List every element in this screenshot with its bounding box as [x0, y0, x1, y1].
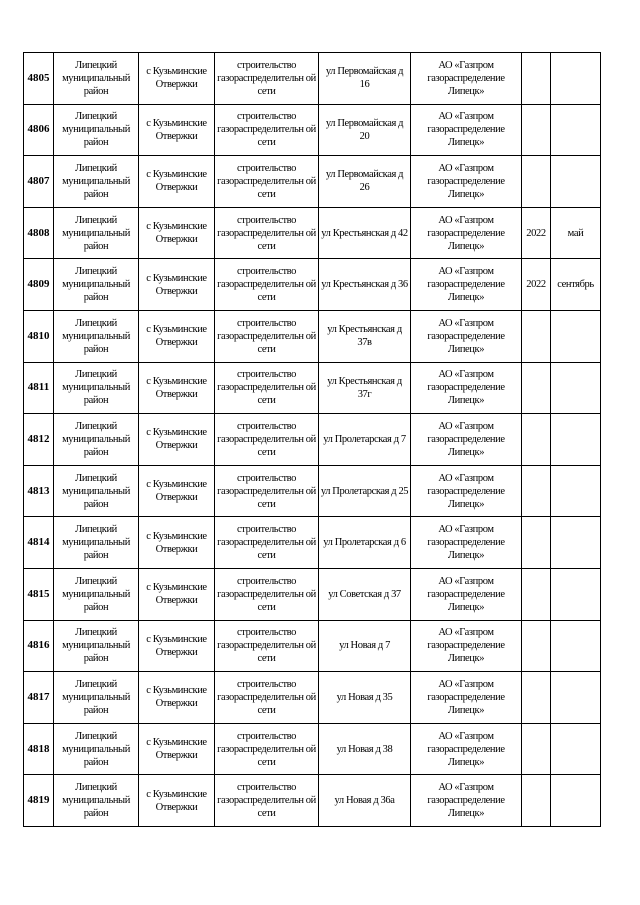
district-cell: Липецкий муниципальный район	[54, 775, 139, 827]
year-cell	[522, 775, 551, 827]
row-number-cell: 4814	[24, 517, 54, 569]
month-cell	[551, 672, 601, 724]
row-number-cell: 4807	[24, 156, 54, 208]
address-cell: ул Пролетарская д 7	[319, 414, 411, 466]
table-row	[24, 207, 601, 259]
row-number-cell: 4810	[24, 310, 54, 362]
table-row	[24, 156, 601, 208]
table-row	[24, 53, 601, 105]
work-type-cell: строительство газораспределительн ой сети	[215, 207, 319, 259]
month-cell	[551, 568, 601, 620]
organization-cell: АО «Газпром газораспределение Липецк»	[411, 104, 522, 156]
address-cell: ул Крестьянская д 37г	[319, 362, 411, 414]
table-row	[24, 259, 601, 311]
year-cell	[522, 568, 551, 620]
year-cell	[522, 156, 551, 208]
address-cell: ул Новая д 7	[319, 620, 411, 672]
year-cell	[522, 362, 551, 414]
locality-cell: с Кузьминские Отвержки	[139, 53, 215, 105]
table-row	[24, 620, 601, 672]
district-cell: Липецкий муниципальный район	[54, 362, 139, 414]
table-row	[24, 362, 601, 414]
locality-cell: с Кузьминские Отвержки	[139, 414, 215, 466]
year-cell	[522, 414, 551, 466]
row-number-cell: 4815	[24, 568, 54, 620]
table-row	[24, 465, 601, 517]
work-type-cell: строительство газораспределительн ой сети	[215, 362, 319, 414]
address-cell: ул Первомайская д 26	[319, 156, 411, 208]
month-cell	[551, 414, 601, 466]
locality-cell: с Кузьминские Отвержки	[139, 465, 215, 517]
row-number-cell: 4806	[24, 104, 54, 156]
address-cell: ул Крестьянская д 36	[319, 259, 411, 311]
year-cell	[522, 723, 551, 775]
district-cell: Липецкий муниципальный район	[54, 568, 139, 620]
table-row	[24, 104, 601, 156]
month-cell	[551, 156, 601, 208]
organization-cell: АО «Газпром газораспределение Липецк»	[411, 53, 522, 105]
year-cell	[522, 620, 551, 672]
month-cell: сентябрь	[551, 259, 601, 311]
gas-network-table	[23, 52, 601, 827]
table-body	[24, 53, 601, 827]
work-type-cell: строительство газораспределительн ой сети	[215, 104, 319, 156]
work-type-cell: строительство газораспределительн ой сети	[215, 259, 319, 311]
table-row	[24, 414, 601, 466]
table-row	[24, 517, 601, 569]
work-type-cell: строительство газораспределительн ой сети	[215, 723, 319, 775]
year-cell	[522, 310, 551, 362]
year-cell	[522, 672, 551, 724]
locality-cell: с Кузьминские Отвержки	[139, 156, 215, 208]
locality-cell: с Кузьминские Отвержки	[139, 259, 215, 311]
month-cell	[551, 362, 601, 414]
address-cell: ул Первомайская д 16	[319, 53, 411, 105]
month-cell	[551, 53, 601, 105]
month-cell: май	[551, 207, 601, 259]
table-row	[24, 775, 601, 827]
address-cell: ул Пролетарская д 6	[319, 517, 411, 569]
district-cell: Липецкий муниципальный район	[54, 207, 139, 259]
row-number-cell: 4817	[24, 672, 54, 724]
address-cell: ул Новая д 38	[319, 723, 411, 775]
work-type-cell: строительство газораспределительн ой сети	[215, 775, 319, 827]
locality-cell: с Кузьминские Отвержки	[139, 104, 215, 156]
organization-cell: АО «Газпром газораспределение Липецк»	[411, 775, 522, 827]
work-type-cell: строительство газораспределительн ой сети	[215, 414, 319, 466]
district-cell: Липецкий муниципальный район	[54, 53, 139, 105]
district-cell: Липецкий муниципальный район	[54, 414, 139, 466]
district-cell: Липецкий муниципальный район	[54, 620, 139, 672]
year-cell	[522, 517, 551, 569]
organization-cell: АО «Газпром газораспределение Липецк»	[411, 414, 522, 466]
year-cell: 2022	[522, 207, 551, 259]
work-type-cell: строительство газораспределительн ой сети	[215, 156, 319, 208]
organization-cell: АО «Газпром газораспределение Липецк»	[411, 465, 522, 517]
address-cell: ул Крестьянская д 42	[319, 207, 411, 259]
organization-cell: АО «Газпром газораспределение Липецк»	[411, 207, 522, 259]
district-cell: Липецкий муниципальный район	[54, 723, 139, 775]
district-cell: Липецкий муниципальный район	[54, 259, 139, 311]
row-number-cell: 4812	[24, 414, 54, 466]
address-cell: ул Пролетарская д 25	[319, 465, 411, 517]
year-cell	[522, 104, 551, 156]
organization-cell: АО «Газпром газораспределение Липецк»	[411, 362, 522, 414]
row-number-cell: 4818	[24, 723, 54, 775]
year-cell	[522, 465, 551, 517]
address-cell: ул Первомайская д 20	[319, 104, 411, 156]
organization-cell: АО «Газпром газораспределение Липецк»	[411, 568, 522, 620]
month-cell	[551, 310, 601, 362]
work-type-cell: строительство газораспределительн ой сети	[215, 310, 319, 362]
work-type-cell: строительство газораспределительн ой сети	[215, 672, 319, 724]
month-cell	[551, 517, 601, 569]
month-cell	[551, 465, 601, 517]
locality-cell: с Кузьминские Отвержки	[139, 310, 215, 362]
organization-cell: АО «Газпром газораспределение Липецк»	[411, 672, 522, 724]
year-cell	[522, 53, 551, 105]
district-cell: Липецкий муниципальный район	[54, 465, 139, 517]
locality-cell: с Кузьминские Отвержки	[139, 517, 215, 569]
work-type-cell: строительство газораспределительн ой сети	[215, 568, 319, 620]
work-type-cell: строительство газораспределительн ой сети	[215, 465, 319, 517]
address-cell: ул Новая д 36а	[319, 775, 411, 827]
year-cell: 2022	[522, 259, 551, 311]
locality-cell: с Кузьминские Отвержки	[139, 362, 215, 414]
locality-cell: с Кузьминские Отвержки	[139, 672, 215, 724]
row-number-cell: 4809	[24, 259, 54, 311]
organization-cell: АО «Газпром газораспределение Липецк»	[411, 517, 522, 569]
address-cell: ул Советская д 37	[319, 568, 411, 620]
address-cell: ул Новая д 35	[319, 672, 411, 724]
locality-cell: с Кузьминские Отвержки	[139, 723, 215, 775]
locality-cell: с Кузьминские Отвержки	[139, 568, 215, 620]
row-number-cell: 4819	[24, 775, 54, 827]
district-cell: Липецкий муниципальный район	[54, 672, 139, 724]
row-number-cell: 4808	[24, 207, 54, 259]
organization-cell: АО «Газпром газораспределение Липецк»	[411, 310, 522, 362]
month-cell	[551, 620, 601, 672]
district-cell: Липецкий муниципальный район	[54, 156, 139, 208]
month-cell	[551, 104, 601, 156]
organization-cell: АО «Газпром газораспределение Липецк»	[411, 259, 522, 311]
district-cell: Липецкий муниципальный район	[54, 517, 139, 569]
month-cell	[551, 723, 601, 775]
row-number-cell: 4816	[24, 620, 54, 672]
district-cell: Липецкий муниципальный район	[54, 104, 139, 156]
row-number-cell: 4813	[24, 465, 54, 517]
month-cell	[551, 775, 601, 827]
work-type-cell: строительство газораспределительн ой сети	[215, 53, 319, 105]
row-number-cell: 4805	[24, 53, 54, 105]
work-type-cell: строительство газораспределительн ой сети	[215, 517, 319, 569]
table-row	[24, 672, 601, 724]
organization-cell: АО «Газпром газораспределение Липецк»	[411, 156, 522, 208]
table-row	[24, 310, 601, 362]
table-row	[24, 568, 601, 620]
row-number-cell: 4811	[24, 362, 54, 414]
locality-cell: с Кузьминские Отвержки	[139, 775, 215, 827]
work-type-cell: строительство газораспределительн ой сети	[215, 620, 319, 672]
locality-cell: с Кузьминские Отвержки	[139, 207, 215, 259]
district-cell: Липецкий муниципальный район	[54, 310, 139, 362]
table-row	[24, 723, 601, 775]
organization-cell: АО «Газпром газораспределение Липецк»	[411, 620, 522, 672]
organization-cell: АО «Газпром газораспределение Липецк»	[411, 723, 522, 775]
locality-cell: с Кузьминские Отвержки	[139, 620, 215, 672]
address-cell: ул Крестьянская д 37в	[319, 310, 411, 362]
